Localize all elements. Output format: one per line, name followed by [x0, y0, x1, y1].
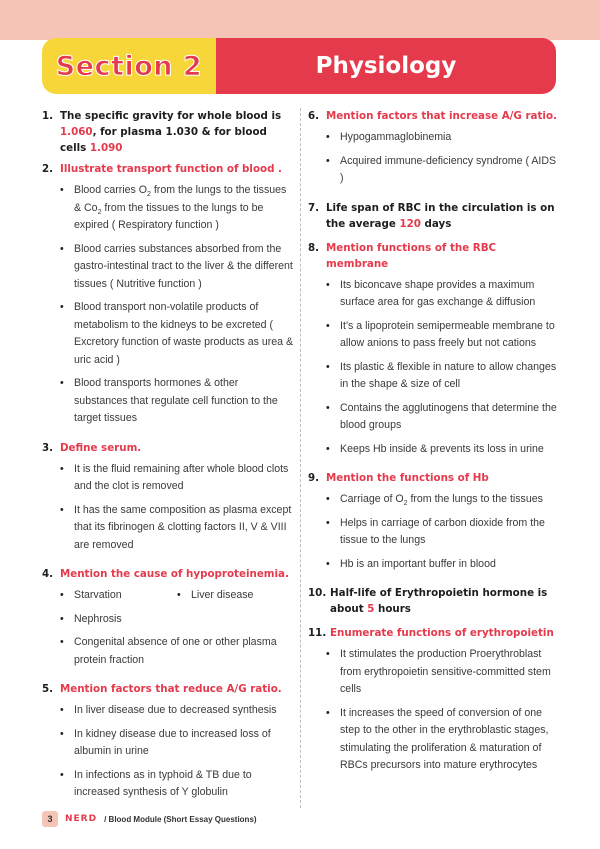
page-number: 3 — [42, 811, 58, 827]
question-11: 11. Enumerate functions of erythropoietin — [308, 627, 554, 639]
answer-list-3 — [42, 461, 294, 555]
question-4: 4. Mention the cause of hypoproteinemia. — [42, 568, 289, 580]
list-item: • Blood carries $O_2$ from the lungs to the tissues & $Co_2$ from the tissues to the lungs to be expired ( Respiratory function ) — [60, 182, 294, 235]
list-item: • In kidney disease due to increased loss of albumin in urine — [60, 726, 294, 761]
list-item: • Nephrosis — [60, 611, 294, 629]
list-item: • Keeps Hb inside & prevents its loss in urine — [326, 441, 558, 459]
section-title-box — [216, 38, 556, 94]
list-item: • Blood carries substances absorbed from the gastro-intestinal tract to the liver & the different tissues ( Nutritive function ) — [60, 241, 294, 294]
question-2: 2. Illustrate transport function of blood . — [42, 163, 282, 175]
list-item: • Liver disease — [177, 587, 294, 605]
question-7: 7. Life span of RBC in the circulation is on the average 120 days — [308, 201, 555, 230]
list-item: • Congenital absence of one or other plasma protein fraction — [60, 634, 294, 669]
section-header — [42, 38, 556, 94]
list-item: • It is the fluid remaining after whole blood clots and the clot is removed — [60, 461, 294, 496]
list-item: • Hb is an important buffer in blood — [326, 556, 558, 574]
question-1: 1. The specific gravity for whole blood is 1.060, for plasma 1.030 & for blood cells 1.090 — [42, 110, 282, 154]
answer-list-4 — [42, 587, 294, 669]
question-9: 9. Mention the functions of Hb — [308, 472, 489, 484]
list-item: • In infections as in typhoid & TB due to increased synthesis of Y globulin — [60, 767, 294, 802]
question-8: 8. Mention functions of the RBC membrane — [308, 241, 497, 270]
list-item: • Carriage of $O_2$ from the lungs to the tissues — [326, 491, 558, 509]
left-column — [42, 108, 294, 814]
list-item: • Its biconcave shape provides a maximum surface area for gas exchange & diffusion — [326, 277, 558, 312]
footer-text: / Blood Module (Short Essay Questions) — [104, 814, 257, 824]
section-title: Physiology — [315, 53, 457, 79]
list-item: • Helps in carriage of carbon dioxide from the tissue to the lungs — [326, 515, 558, 550]
answer-list-5 — [42, 702, 294, 802]
answer-list-8 — [308, 277, 558, 459]
question-3: 3. Define serum. — [42, 441, 142, 454]
list-item: • Blood transports hormones & other substances that regulate cell function to the target tissues — [60, 375, 294, 428]
list-item: • Its plastic & flexible in nature to allow changes in the shape & size of cell — [326, 359, 558, 394]
list-item: • It’s a lipoprotein semipermeable membrane to allow anions to pass freely but not cations — [326, 318, 558, 353]
list-item: • It increases the speed of conversion of one step to the other in the erythroblastic stages, stimulating the proliferation & maturation of RBCs precursors into mature erythrocytes — [326, 705, 558, 775]
answer-list-9 — [308, 491, 558, 573]
page-footer — [42, 811, 257, 827]
question-10: 10. Half-life of Erythropoietin hormone is about 5 hours — [308, 587, 548, 615]
list-item: • Acquired immune-deficiency syndrome ( AIDS ) — [326, 153, 558, 188]
brand-logo: NERD — [65, 814, 98, 824]
section-label: Section 2 — [55, 50, 203, 82]
section-label-box — [42, 38, 216, 94]
list-item: • It has the same composition as plasma except that its fibrinogen & clotting factors II, V & VIII are removed — [60, 502, 294, 555]
question-5: 5. Mention factors that reduce A/G ratio. — [42, 683, 282, 695]
list-item: • Hypogammaglobinemia — [326, 129, 558, 147]
answer-list-6 — [308, 129, 558, 188]
question-6: 6. Mention factors that increase A/G ratio. — [308, 110, 557, 122]
list-item: • Blood transport non-volatile products of metabolism to the kidneys to be excreted ( Excretory function of waste products as urea & uric acid ) — [60, 299, 294, 369]
right-column — [308, 108, 558, 787]
list-item: • Starvation — [60, 587, 177, 605]
answer-list-2 — [42, 182, 294, 428]
list-item: • In liver disease due to decreased synthesis — [60, 702, 294, 720]
list-item: • It stimulates the production Proerythroblast from erythropoietin sensitive-committed stem cells — [326, 646, 558, 699]
column-divider — [300, 108, 301, 808]
top-band — [0, 0, 600, 40]
answer-list-11 — [308, 646, 558, 775]
list-item: • Contains the agglutinogens that determine the blood groups — [326, 400, 558, 435]
